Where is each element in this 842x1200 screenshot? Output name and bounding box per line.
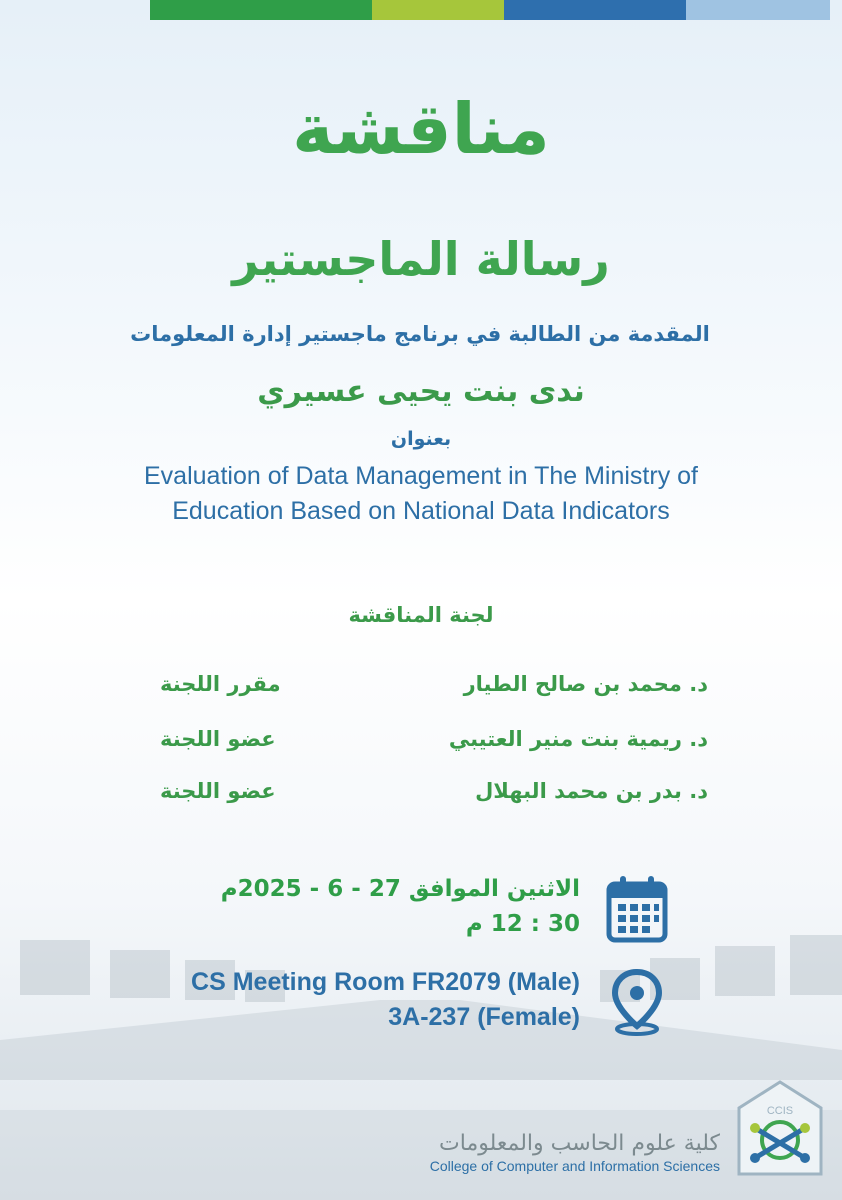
bar-segment-green — [150, 0, 372, 20]
member-role: عضو اللجنة — [160, 727, 276, 751]
top-color-bar — [150, 0, 830, 20]
committee-member — [160, 727, 708, 761]
page-title: مناقشة — [292, 88, 550, 170]
logo-text: CCIS — [766, 1105, 794, 1117]
student-name: ندى بنت يحيى عسيري — [257, 374, 585, 409]
thesis-title-line-2: Education Based on National Data Indicators — [172, 497, 670, 525]
member-name: د. ريمية بنت منير العتيبي — [448, 727, 708, 751]
ccis-logo — [735, 1078, 825, 1178]
bar-segment-light-blue — [686, 0, 830, 20]
location-male: CS Meeting Room FR2079 (Male) — [191, 968, 580, 996]
member-role: عضو اللجنة — [160, 779, 276, 803]
college-name-english: College of Computer and Information Sciences — [429, 1158, 720, 1174]
bar-segment-blue — [504, 0, 686, 20]
member-name: د. بدر بن محمد البهلال — [475, 779, 708, 803]
calendar-icon — [606, 874, 668, 944]
member-name: د. محمد بن صالح الطيار — [463, 672, 708, 696]
committee-member — [160, 779, 708, 813]
bar-segment-lime — [372, 0, 504, 20]
member-role: مقرر اللجنة — [160, 672, 281, 696]
committee-heading: لجنة المناقشة — [348, 603, 494, 627]
location-female: 3A-237 (Female) — [388, 1003, 580, 1031]
titled-label: بعنوان — [390, 428, 452, 450]
map-pin-icon — [609, 968, 665, 1036]
committee-member — [160, 672, 708, 706]
program-description: المقدمة من الطالبة في برنامج ماجستير إدارة المعلومات — [130, 322, 710, 346]
thesis-title-line-1: Evaluation of Data Management in The Ministry of — [144, 462, 698, 490]
event-date: الاثنين الموافق 27 - 6 - 2025م — [220, 876, 580, 902]
college-name-arabic: كلية علوم الحاسب والمعلومات — [439, 1131, 720, 1156]
thesis-title — [100, 459, 742, 529]
page-subtitle: رسالة الماجستير — [232, 232, 610, 286]
event-time: 30 : 12 م — [465, 911, 580, 937]
